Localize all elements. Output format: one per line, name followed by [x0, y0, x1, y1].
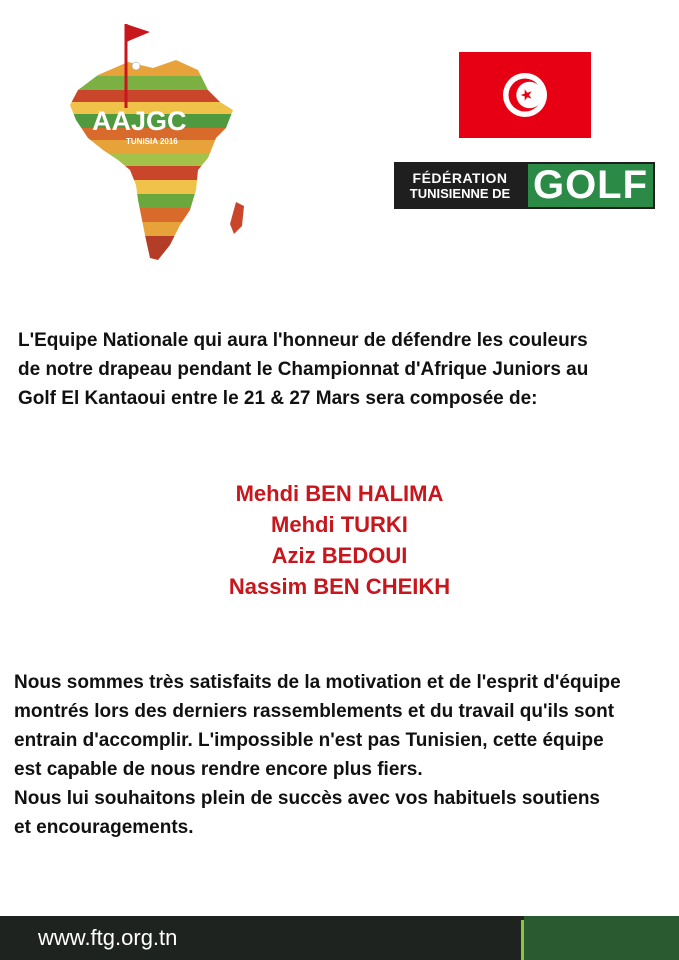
- federation-line1: FÉDÉRATION: [412, 169, 508, 186]
- golf-flag-icon: [126, 24, 150, 42]
- team-list: [0, 478, 679, 602]
- intro-line: Golf El Kantaoui entre le 21 & 27 Mars sera composée de:: [18, 388, 538, 409]
- intro-paragraph: [18, 326, 668, 413]
- outro-line: Nous lui souhaitons plein de succès avec vos habituels soutiens: [14, 788, 600, 809]
- madagascar-shape: [230, 202, 244, 234]
- federation-name: [394, 162, 526, 209]
- africa-shape: [58, 60, 258, 266]
- outro-line: montrés lors des derniers rassemblements et du travail qu'ils sont: [14, 701, 615, 722]
- intro-line: L'Equipe Nationale qui aura l'honneur de défendre les couleurs: [18, 330, 588, 351]
- golf-word: GOLF: [526, 162, 655, 209]
- website-link[interactable]: www.ftg.org.tn: [38, 925, 178, 950]
- aajgc-acronym: AAJGC: [92, 106, 187, 136]
- federation-logo: [394, 162, 655, 209]
- intro-line: de notre drapeau pendant le Championnat d'Afrique Juniors au: [18, 359, 589, 380]
- player-name: Nassim BEN CHEIKH: [228, 574, 451, 599]
- aajgc-logo: [58, 20, 258, 270]
- aajgc-subtitle: TUNISIA 2016: [126, 137, 178, 146]
- federation-line2: TUNISIENNE DE: [409, 185, 511, 201]
- player-name: Aziz BEDOUI: [271, 543, 408, 568]
- footer-bar: [0, 916, 679, 960]
- footer-accent: [524, 916, 679, 960]
- player-name: Mehdi BEN HALIMA: [235, 481, 444, 506]
- player-name: Mehdi TURKI: [271, 512, 408, 537]
- golf-ball-icon: [132, 62, 140, 70]
- outro-line: Nous sommes très satisfaits de la motivation et de l'esprit d'équipe: [14, 672, 621, 693]
- outro-line: entrain d'accomplir. L'impossible n'est pas Tunisien, cette équipe: [14, 730, 604, 751]
- outro-line: et encouragements.: [14, 817, 194, 838]
- outro-line: est capable de nous rendre encore plus fiers.: [14, 759, 423, 780]
- outro-paragraph: [14, 668, 674, 842]
- tunisia-flag-icon: [459, 52, 591, 138]
